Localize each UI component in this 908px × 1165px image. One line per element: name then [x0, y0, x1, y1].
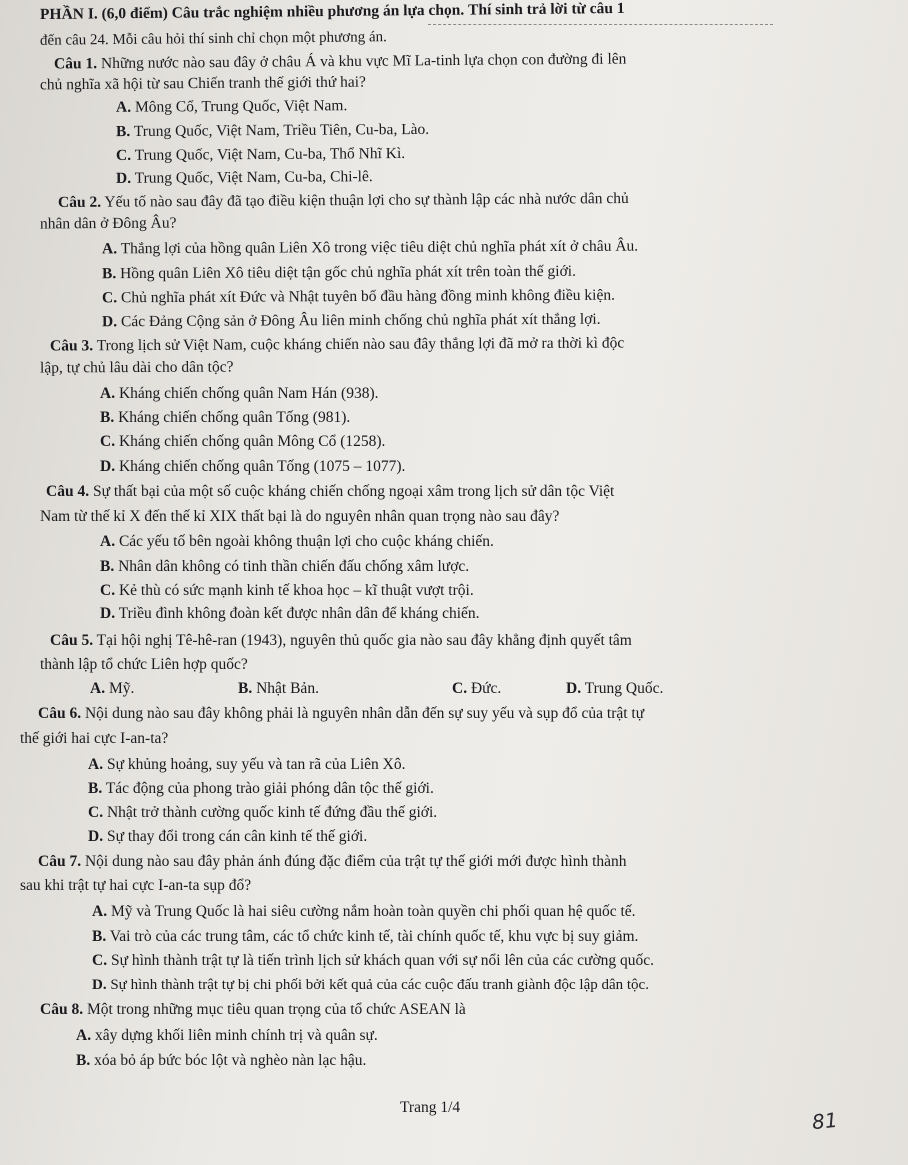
- question-8-option-b: B. xóa bỏ áp bức bóc lột và nghèo nàn lạc hậu.: [76, 1052, 367, 1069]
- question-1-stem: Những nước nào sau đây ở châu Á và khu vực Mĩ La-tinh lựa chọn con đường đi lên: [97, 50, 627, 73]
- question-6-option-b: B. Tác động của phong trào giải phóng dân tộc thế giới.: [88, 780, 434, 797]
- question-3-stem-line-2: lập, tự chủ lâu dài cho dân tộc?: [39, 358, 234, 377]
- question-7-stem-line-1: Câu 7. Nội dung nào sau đây phản ánh đúng đặc điểm của trật tự thế giới mới được hình thành: [38, 853, 627, 870]
- question-3-option-d: D. Kháng chiến chống quân Tống (1075 – 1077).: [100, 458, 406, 475]
- question-3-option-c: C. Kháng chiến chống quân Mông Cổ (1258).: [100, 433, 386, 450]
- question-5-label: Câu 5.: [50, 632, 94, 649]
- question-1-label: Câu 1.: [53, 55, 98, 73]
- question-4-option-b: B. Nhân dân không có tinh thần chiến đấu chống xâm lược.: [100, 558, 470, 575]
- question-7-stem-line-2: sau khi trật tự hai cực I-an-ta sụp đổ?: [20, 877, 252, 894]
- question-5-option-d: D. Trung Quốc.: [566, 680, 664, 697]
- question-1-option-a: A. Mông Cổ, Trung Quốc, Việt Nam.: [115, 97, 348, 116]
- question-2-label: Câu 2.: [57, 193, 102, 211]
- section-heading: PHẦN I. (6,0 điểm) Câu trắc nghiệm nhiều phương án lựa chọn.: [39, 1, 465, 24]
- question-3-option-b: B. Kháng chiến chống quân Tống (981).: [100, 409, 351, 426]
- question-2-option-a: A. Thắng lợi của hồng quân Liên Xô trong việc tiêu diệt chủ nghĩa phát xít ở châu Âu.: [101, 237, 639, 258]
- question-8-option-a: A. xây dựng khối liên minh chính trị và quân sự.: [76, 1027, 378, 1044]
- question-7-option-a: A. Mỹ và Trung Quốc là hai siêu cường nắm hoàn toàn quyền chi phối quan hệ quốc tế.: [92, 903, 636, 920]
- header-dashed-rule: [428, 24, 773, 25]
- question-6-option-a: A. Sự khủng hoảng, suy yếu và tan rã của Liên Xô.: [88, 756, 406, 773]
- section-heading-line: [40, 0, 625, 25]
- question-7-option-d: D. Sự hình thành trật tự bị chi phối bởi kết quả của các cuộc đấu tranh giành độc lập dân tộc.: [92, 977, 649, 993]
- question-4-label: Câu 4.: [46, 483, 90, 500]
- question-1-stem-line-2: chủ nghĩa xã hội từ sau Chiến tranh thế giới thứ hai?: [39, 73, 366, 94]
- question-4-option-d: D. Triều đình không đoàn kết được nhân dân để kháng chiến.: [100, 605, 480, 622]
- question-6-stem-line-2: thế giới hai cực I-an-ta?: [20, 730, 169, 747]
- question-8-label: Câu 8.: [40, 1001, 84, 1018]
- question-2-option-c: C. Chủ nghĩa phát xít Đức và Nhật tuyên bố đầu hàng đồng minh không điều kiện.: [101, 286, 615, 307]
- question-6-stem-line-1: Câu 6. Nội dung nào sau đây không phải là nguyên nhân dẫn đến sự suy yếu và sụp đổ của trật tự: [38, 705, 645, 722]
- question-2-stem-line-2: nhân dân ở Đông Âu?: [39, 214, 177, 233]
- question-4-option-a: A. Các yếu tố bên ngoài không thuận lợi cho cuộc kháng chiến.: [100, 533, 494, 550]
- question-6-label: Câu 6.: [38, 705, 82, 722]
- question-4-option-c: C. Kẻ thù có sức mạnh kinh tế khoa học – kĩ thuật vượt trội.: [100, 582, 474, 599]
- section-instruction-line: [40, 27, 387, 51]
- question-7-label: Câu 7.: [38, 853, 82, 870]
- question-6-option-c: C. Nhật trở thành cường quốc kinh tế đứng đầu thế giới.: [88, 804, 438, 821]
- question-2-stem-line-1: Câu 2. Yếu tố nào sau đây đã tạo điều kiện thuận lợi cho sự thành lập các nhà nước dân chủ: [57, 190, 629, 211]
- question-5-option-c: C. Đức.: [452, 680, 502, 697]
- question-7-option-c: C. Sự hình thành trật tự là tiến trình lịch sử khách quan với sự nổi lên của các cường quốc.: [92, 952, 655, 969]
- question-3-label: Câu 3.: [49, 337, 94, 355]
- question-5-option-b: B. Nhật Bản.: [238, 680, 319, 697]
- question-5-stem-line-1: Câu 5. Tại hội nghị Tê-hê-ran (1943), nguyên thủ quốc gia nào sau đây khẳng định quyết tâm: [50, 632, 632, 649]
- question-1-option-d: D. Trung Quốc, Việt Nam, Cu-ba, Chi-lê.: [115, 168, 373, 187]
- question-2-option-b: B. Hồng quân Liên Xô tiêu diệt tận gốc chủ nghĩa phát xít trên toàn thế giới.: [101, 262, 577, 283]
- section-instruction-2: đến câu 24. Mỗi câu hỏi thí sinh chỉ chọn một phương án.: [39, 29, 387, 49]
- page-number: Trang 1/4: [400, 1099, 461, 1116]
- section-instruction: Thí sinh trả lời từ câu 1: [467, 0, 625, 19]
- handwritten-note: 81: [810, 1107, 839, 1135]
- question-4-stem-line-1: Câu 4. Sự thất bại của một số cuộc kháng chiến chống ngoại xâm trong lịch sử dân tộc Việt: [46, 483, 615, 500]
- question-2-option-d: D. Các Đảng Cộng sản ở Đông Âu liên minh chống chủ nghĩa phát xít thắng lợi.: [101, 310, 601, 331]
- question-8-stem-line-1: Câu 8. Một trong những mục tiêu quan trọng của tổ chức ASEAN là: [40, 1001, 466, 1018]
- question-3-option-a: A. Kháng chiến chống quân Nam Hán (938).: [100, 385, 379, 402]
- question-1-stem-line-1: [54, 50, 627, 75]
- question-4-stem-line-2: Nam từ thế kỉ X đến thế kỉ XIX thất bại là do nguyên nhân quan trọng nào sau đây?: [40, 508, 560, 525]
- question-1-option-c: C. Trung Quốc, Việt Nam, Cu-ba, Thổ Nhĩ Kì.: [115, 144, 406, 165]
- question-5-option-a: A. Mỹ.: [90, 680, 135, 697]
- question-3-stem-line-1: Câu 3. Trong lịch sử Việt Nam, cuộc kháng chiến nào sau đây thắng lợi đã mở ra thời kì độc: [49, 334, 625, 355]
- question-7-option-b: B. Vai trò của các trung tâm, các tổ chức kinh tế, tài chính quốc tế, khu vực bị suy giảm.: [92, 928, 639, 945]
- question-6-option-d: D. Sự thay đổi trong cán cân kinh tế thế giới.: [88, 828, 368, 845]
- question-1-option-b: B. Trung Quốc, Việt Nam, Triều Tiên, Cu-ba, Lào.: [115, 120, 430, 141]
- question-5-stem-line-2: thành lập tổ chức Liên hợp quốc?: [40, 656, 248, 673]
